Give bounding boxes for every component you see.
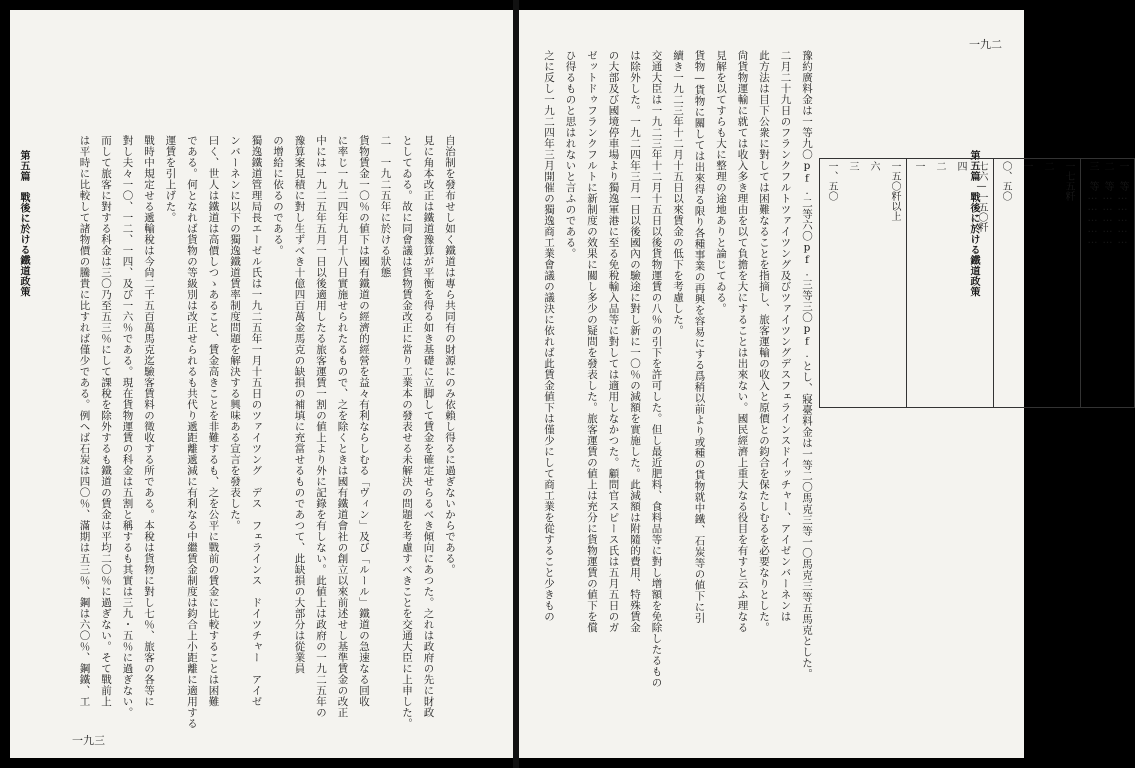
text-column: 豫算案見積に對し生ずべき十億四百萬金馬克の缺損の補填に充當せるものであつて、此缺損の大部分は從業員 <box>293 135 306 674</box>
row-labels <box>1081 159 1135 408</box>
text-column: 貨物賃金一〇％の値下は國有鐵道の經濟的經營を益々有利ならしむる「ヴィン」及び「ルール」鐵道の急速なる回收 <box>358 135 370 707</box>
text-column: ンバーネンに以下の獨逸鐵道賃率制度問題を解決する興味ある宣言を發表した。 <box>229 135 241 531</box>
text-column: の增給に依るのである。 <box>272 135 284 256</box>
text-column: 此方法は目下公衆に對しては困難なることを指摘し、旅客運輸の收入と原價との鈞合を保たしむるを必要なりとした。 <box>758 50 770 633</box>
table-cell: 二 <box>934 161 945 171</box>
text-column: 貨物—貨物に關しては出來得る限り各種事業の再興を容易にする爲稍以前より或種の貨物就中鐵、石炭等の値下に引 <box>693 50 706 624</box>
text-column: 獨逸鐵道管理局長エーゼル氏は一九二五年一月十五日のツァイツング デス フェラインス ドイツチャー アイゼ <box>250 135 263 707</box>
table-row <box>820 159 1135 408</box>
right-running-head: 第五篇 戰後に於ける鐵道政策 <box>968 150 979 297</box>
table-cell: 一 <box>1021 161 1032 171</box>
right-page <box>519 10 1128 758</box>
text-column: 戰時中規定せる遞輸稅は今尙二千五百萬馬克迄驗客賃料の徵收する所である。本稅は貨物に對し七％、旅客の各等に <box>143 135 155 707</box>
row-label: 一 等…………… <box>1117 161 1128 246</box>
text-column: 而して旅客に對する科金は三〇乃至五三％にして課稅を除外するも鐵道の賃金は平均二〇％に過ぎない。そて戰前上 <box>100 135 112 707</box>
text-column: は平時に比較して諸物價の騰貴に比すれば僅少である。例へば石炭は四〇％、滿期は五三％、鋼は六〇％、鋼鐵、工 <box>78 135 91 707</box>
column-header: 七六—一五〇粁 <box>976 161 987 232</box>
column-header: 一七五粁 <box>1063 161 1074 201</box>
table-cell: 二 <box>1042 161 1053 171</box>
column-header: 一五〇粁以上 <box>889 161 900 221</box>
row-label: 二 等…………… <box>1102 161 1113 246</box>
left-running-head: 第五篇 戰後に於ける鐵道政策 <box>18 150 29 297</box>
table-cell: 三 <box>847 161 858 171</box>
text-column: 見解を以てすらも大に整理の途地ありと論じてゐる。 <box>715 50 727 314</box>
row-label: 三 等…………… <box>1087 161 1098 246</box>
text-column: 豫約廣料金は一等九〇pf.二等六〇pf.三等三〇pf.とし、寢臺料金は一等二〇馬克三等一〇馬克三等五馬克とした。 <box>801 50 813 680</box>
left-page <box>10 10 513 758</box>
table-cell: 一、五〇 <box>826 161 837 201</box>
table-cell: 六 <box>868 161 879 171</box>
table-column <box>907 159 994 408</box>
text-column: に率じ一九二四年九月十八日實施せられたるもので、之を除くときは國有鐵道會社の創立以來前述せし基準賃金の改正 <box>336 135 349 718</box>
text-column: 交通大臣は一九二三年十二月十五日以後貨物運賃の八％の引下を許可した。但し最近肥料、食料品等に對し增額を免除したるもの <box>650 50 663 688</box>
left-page-number: 一九三 <box>72 734 105 747</box>
right-page-number: 一九二 <box>969 38 1002 51</box>
table-column <box>994 159 1081 408</box>
text-column: 尙貨物運輸に就ては收入多き理由を以て負擔を大にすることは出來ない。國民經濟上重大なる役目を有すと云ふ理なる <box>736 50 749 633</box>
text-column: としてゐる。故に同會議は貨物賃金改正に當り工業本の發表せる未解決の問題を考慮すべきことを交通大臣に上申した。 <box>401 135 413 729</box>
text-column: 對し夫々一〇、一二、一四、及び一六％である。現在貨物運賃の科金は五割と稱するも其實は三九・五％に過ぎない。 <box>121 135 134 718</box>
text-column: 曰く、世人は鐵道は高價しつゝあること、賃金高きことを非難するも、之を公平に戰前の賃金に比較することは困難 <box>207 135 220 707</box>
text-column: は除外した。一九二四年三月一日以後國內の驗途に對し新に一〇％の減額を實施した。此減額は附隨的費用、特殊賃金 <box>629 50 641 633</box>
table-cell: 〇、五〇 <box>1000 161 1011 201</box>
text-column: ゼットドゥフランクフルトに新制度の效果に關し多少の疑問を發表した。旅客運賃の値上は充分に貨物運賃の値下を償 <box>586 50 598 633</box>
text-column: 之に反し一九二四年三月開催の獨逸商工業會議の議決に依れば此賃金値下は僅少にして商工業を從すること少きもの <box>543 50 555 622</box>
text-column: ひ得るものと思はれないと言ふのである。 <box>564 50 577 259</box>
text-column: 續き一九二三年十二月十五日以來賃金の低下を考慮した。 <box>672 50 684 336</box>
text-column: 二 一九二五年に於ける狀態 <box>379 135 392 278</box>
text-column: 自治制を發布せし如く鐵道は專ら共同有の財源にのみ依賴し得るに過ぎないからである。 <box>444 135 456 575</box>
text-column: 見に角本改正は鐵道豫算が平衡を得る如き基礎に立脚して賃金を確定せらるべき傾向にあつた。之れは政府の先に財政 <box>422 135 435 718</box>
text-column: 二月二十九日のフランクフルトツァイツング及びツァイツングデスフェラインスドイッチャー、アイゼンバーネンは <box>779 50 792 622</box>
text-column: 運賃を引上げた。 <box>164 135 177 223</box>
table-cell: 四 <box>955 161 966 171</box>
text-column: の大部及び國境停車場より獨逸軍港に至る免稅輸入品等に對しては適用しなかつた。顧問官スピース氏は五月五日のガ <box>607 50 620 633</box>
text-column: である。何となれば貨物の等級別は改正せられるも共代り遞距離遞減に有利なる中繼賃金制度は鈞合上小距離に適用する <box>186 135 198 729</box>
rate-table <box>819 158 1135 408</box>
text-column: 中には一九二五年五月一日以後適用したる旅客運賃一割の値上より外に記錄を有しない。此値上は政府の一九二五年の <box>315 135 327 718</box>
table-cell: 一 <box>913 161 924 171</box>
table-column <box>820 159 907 408</box>
